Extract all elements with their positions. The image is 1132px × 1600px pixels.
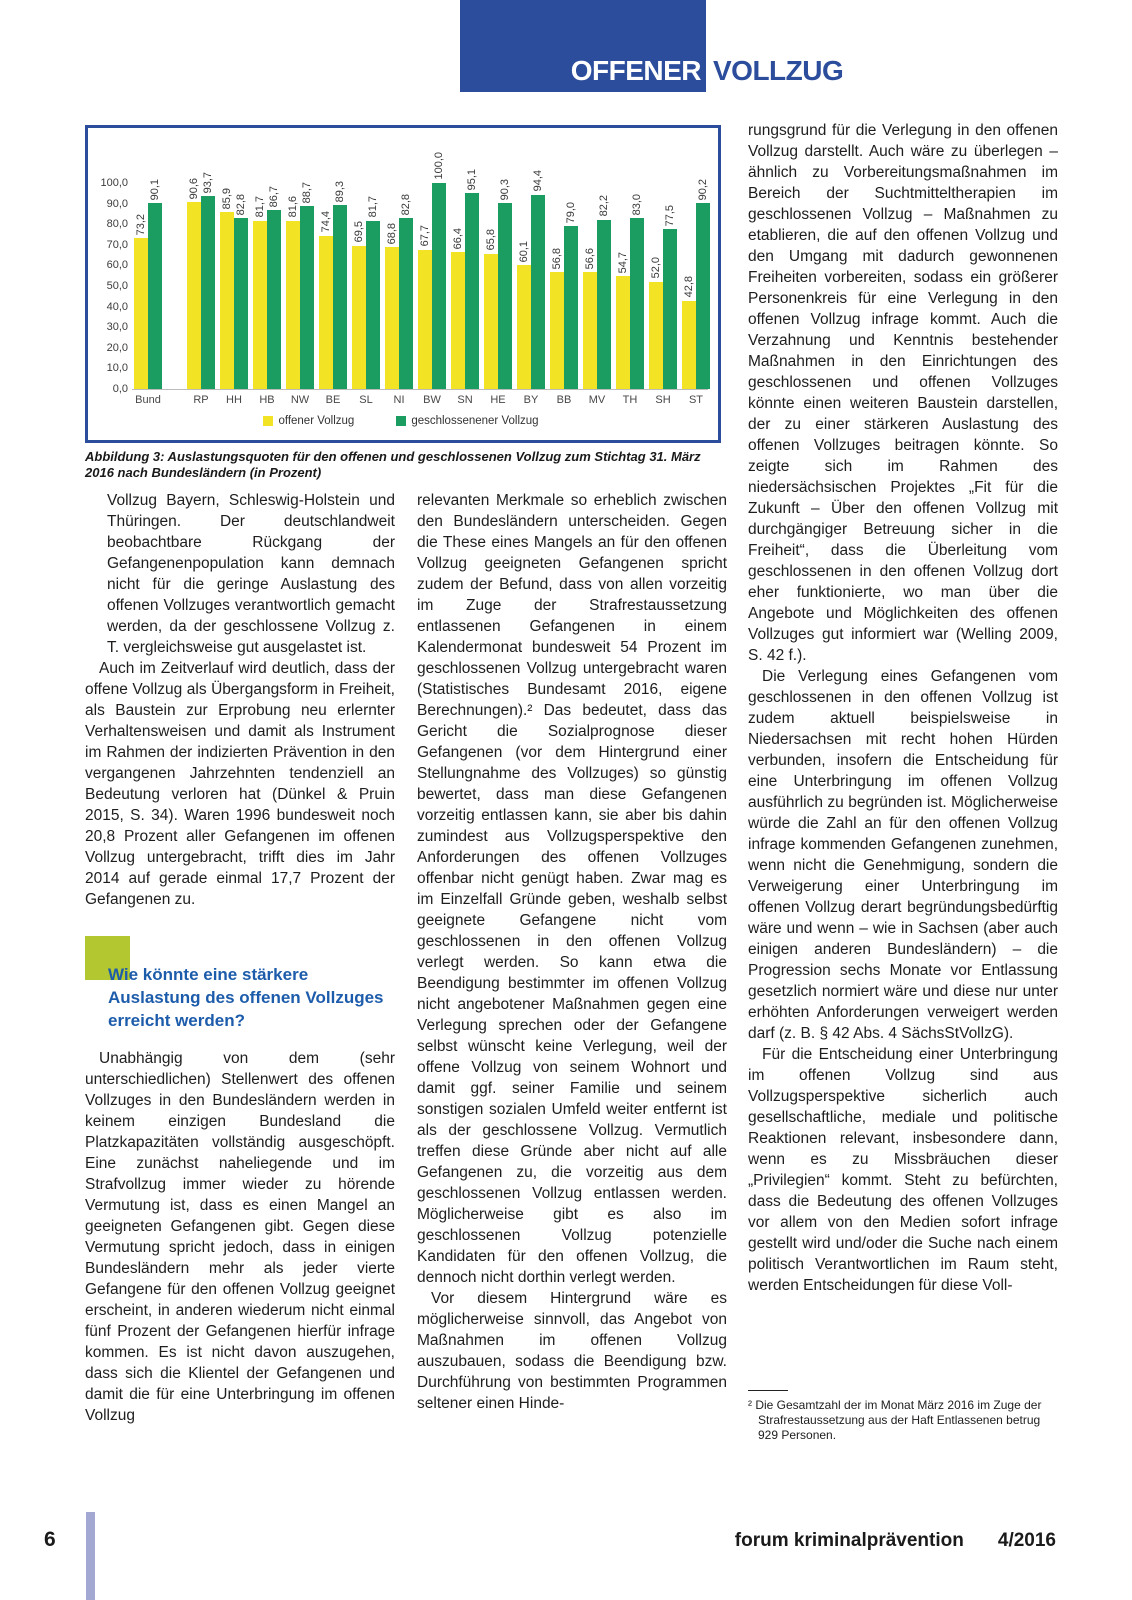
bar <box>134 238 148 389</box>
x-axis-label: BY <box>523 394 539 406</box>
footnote-block <box>748 1390 1060 1443</box>
bar-value-label: 60,1 <box>517 240 530 263</box>
bar <box>399 218 413 389</box>
figure-caption: Abbildung 3: Auslastungsquoten für den offenen und geschlossenen Vollzug zum Stichtag 31. März 2016 nach Bundesländern (in Prozent) <box>85 449 701 480</box>
bar-wrap <box>465 169 479 389</box>
bar-value-label: 42,8 <box>682 276 695 298</box>
bar-wrap <box>484 229 498 389</box>
bar <box>385 247 399 389</box>
x-axis-label: ST <box>688 394 704 406</box>
bar-value-label: 81,6 <box>286 196 299 218</box>
x-axis-label: MV <box>588 394 606 406</box>
bar-wrap <box>696 179 710 389</box>
bar-wrap <box>300 182 314 389</box>
legend-item <box>263 415 354 427</box>
bar <box>267 210 281 389</box>
paragraph: relevanten Merkmale so erheblich zwischen den Bundesländern unterscheiden. Gegen die These eines Mangels an für den offenen Vollzug geeigneten Gefangenen spricht zudem der Befund, dass von allen vorzeitig im Zuge der Strafrestaussetzung entlassenen Gefangenen in einem Kalendermonat bundesweit 54 Prozent im geschlossenen Vollzug untergebracht waren (Statistisches Bundesamt 2016, eigene Berechnungen).² Das bedeutet, dass das Gericht die Sozialprognose dieser Gefangenen (vor dem Hintergrund einer Stellungnahme des Vollzuges) so günstig bewertet, dass man diese Gefangenen vorzeitig entlassen kann, sie aber bis dahin zumindest aus Vollzugsperspektive den Anforderungen des offenen Vollzuges offenbar nicht genügt haben. Zwar mag es im Einzelfall Gründe geben, weshalb selbst geeignete Gefangene nicht vom geschlossenen in den offenen Vollzug verlegt werden. So kann etwa die Beendigung bestimmter im offenen Vollzug nicht angebotener Maßnahmen gegen eine Verlegung sprechen oder der Gefangene selbst wünscht keine Verlegung, weil der offene Vollzug von seinem Wohnort und damit ggf. seiner Familie und seinem sonstigen sozialen Umfeld weiter entfernt ist als der geschlossene Vollzug. Vermutlich treffen diese Gründe aber nicht auf alle Gefangenen zu, die vorzeitig aus dem geschlossenen Vollzug entlassen werden. Möglicherweise gibt es also im geschlossenen Vollzug potenzielle Kandidaten für den offenen Vollzug, die dennoch nicht dorthin verlegt werden. <box>417 492 727 1286</box>
bar-wrap <box>220 188 234 389</box>
bar-wrap <box>352 221 366 389</box>
chart-group-TH <box>616 139 644 408</box>
bar-value-label: 83,0 <box>630 193 643 215</box>
bar <box>201 196 215 389</box>
header-blue-box <box>460 0 706 92</box>
bar <box>630 218 644 389</box>
bar-wrap <box>187 178 201 389</box>
header-title-rest: VOLLZUG <box>713 55 844 86</box>
bar <box>564 226 578 389</box>
y-axis-tick: 50,0 <box>106 280 128 292</box>
bar-wrap <box>333 181 347 389</box>
header-banner <box>460 0 843 92</box>
bar-wrap <box>385 223 399 389</box>
paragraph: Die Verlegung eines Gefangenen vom geschlossenen in den offenen Vollzug ist zudem aktuell beispielsweise in Niedersachsen mit recht hohen Hürden verbunden, insofern die Entscheidung für eine Unterbringung im offenen Vollzug ausführlich zu begründen ist. Möglicherweise würde die Zahl an für den offenen Vollzug infrage kommenden Gefangenen zunehmen, wenn nicht die Genehmigung, sondern die Verweigerung einer Unterbringung im offenen Vollzug derart begründungsbedürftig wäre und wenn – wie in Sachsen (aber auch einigen anderen Bundesländern) – die Progression sechs Monate vor Entlassung gesetzlich normiert wäre und diese nur unter erhöhten Anforderungen verweigert werden darf (z. B. § 42 Abs. 4 SächsStVollzG). <box>748 668 1058 1042</box>
x-axis-label: HE <box>490 394 506 406</box>
chart-group-BE <box>319 139 347 408</box>
chart-group-MV <box>583 139 611 408</box>
bar <box>333 205 347 389</box>
bar-value-label: 66,4 <box>451 227 464 250</box>
bar-value-label: 68,8 <box>385 222 398 245</box>
bar <box>663 229 677 389</box>
chart-group-BB <box>550 139 578 408</box>
bar-value-label: 54,7 <box>616 251 629 274</box>
column-left <box>85 490 395 1482</box>
bar <box>220 212 234 389</box>
bar-value-label: 56,8 <box>550 247 563 269</box>
chart-group-NI <box>385 139 413 408</box>
bar-value-label: 67,7 <box>418 225 431 247</box>
bar-value-label: 86,7 <box>267 185 280 208</box>
bar-wrap <box>616 252 630 389</box>
y-axis-tick: 40,0 <box>106 300 128 313</box>
x-axis-label: SN <box>457 394 473 406</box>
bar-wrap <box>583 248 597 389</box>
legend-label: geschlossenener Vollzug <box>411 415 539 427</box>
chart-figure <box>85 125 721 443</box>
bar-wrap <box>286 196 300 389</box>
y-axis-tick: 0,0 <box>112 383 128 395</box>
x-axis-label: BB <box>556 394 572 406</box>
chart-group-SN <box>451 139 479 408</box>
chart-legend <box>92 415 710 427</box>
legend-label: offener Vollzug <box>278 415 355 427</box>
bar-value-label: 65,8 <box>484 229 497 251</box>
issue-number: 4/2016 <box>997 1530 1056 1551</box>
bar <box>682 301 696 389</box>
bar-wrap <box>663 205 677 389</box>
bar <box>432 183 446 389</box>
bar-wrap <box>267 186 281 389</box>
bar-value-label: 77,5 <box>663 204 676 227</box>
y-axis-tick: 60,0 <box>106 259 128 272</box>
bar-value-label: 95,1 <box>465 168 478 191</box>
chart-y-axis <box>92 140 134 408</box>
chart-group-SL <box>352 139 380 408</box>
bar-value-label: 81,7 <box>366 196 379 218</box>
bar-wrap <box>432 152 446 389</box>
bar-value-label: 56,6 <box>583 247 596 270</box>
bar-wrap <box>682 276 696 389</box>
bar <box>517 265 531 389</box>
bar-wrap <box>498 179 512 389</box>
journal-name: forum kriminalprävention <box>734 1530 964 1551</box>
header-title-highlight: OFFENER <box>570 55 701 86</box>
y-axis-tick: 90,0 <box>106 197 128 210</box>
chart-group-Bund <box>134 139 162 408</box>
legend-swatch <box>396 416 406 426</box>
chart-group-HH <box>220 139 248 408</box>
y-axis-tick: 10,0 <box>106 362 128 375</box>
page-number: 6 <box>44 1528 56 1551</box>
chart-group-BW <box>418 139 446 408</box>
legend-item <box>396 415 538 427</box>
chart-group-NW <box>286 139 314 408</box>
paragraph: Vollzug Bayern, Schleswig-Holstein und Thüringen. Der deutschlandweit beobachtbare Rückgang der Gefangenenpopulation kann demnach nicht für die geringe Auslastung des offenen Vollzuges verantwortlich gemacht werden, da der geschlossene Vollzug z. T. vergleichsweise gut ausgelastet ist. <box>107 492 395 656</box>
footer-right <box>735 1530 1056 1552</box>
bar-wrap <box>550 248 564 389</box>
bar <box>498 203 512 389</box>
bar-value-label: 85,9 <box>220 187 233 209</box>
bar <box>649 282 663 389</box>
bar-wrap <box>366 196 380 389</box>
x-axis-label: BW <box>423 394 441 406</box>
paragraph: Unabhängig von dem (sehr unterschiedlichen) Stellenwert des offenen Vollzuges in den Bundesländern werden in keinem einzigen Bundesland die Platzkapazitäten vollständig ausgeschöpft. Eine zunächst naheliegende und im Strafvollzug immer wieder zu hörende Vermutung ist, dass es einen Mangel an geeigneten Gefangenen gibt. Gegen diese Vermutung spricht jedoch, dass in einigen Bundesländern mehr als jeder vierte Gefangene für den offenen Vollzug geeignet erscheint, in anderen wiederum nicht einmal fünf Prozent der Gefangenen hierfür infrage kommen. Es ist nicht davon auszugehen, dass sich die Klientel der Gefangenen und damit die für eine Unterbringung im offenen Vollzug <box>85 1050 395 1424</box>
bar-value-label: 100,0 <box>432 152 445 180</box>
x-axis-label: NI <box>393 394 405 406</box>
bar-value-label: 69,5 <box>352 221 365 243</box>
bar-value-label: 94,4 <box>531 170 544 192</box>
chart-group-BY <box>517 139 545 408</box>
x-axis-label: HB <box>259 394 275 406</box>
x-axis-label: Bund <box>135 394 161 406</box>
y-axis-tick: 30,0 <box>106 321 128 334</box>
bar <box>352 246 366 389</box>
chart-group-ST <box>682 139 710 408</box>
bar-wrap <box>649 257 663 389</box>
x-axis-label: NW <box>290 394 310 406</box>
bar-value-label: 90,1 <box>148 178 161 201</box>
bar-value-label: 79,0 <box>564 201 577 224</box>
bar <box>451 252 465 389</box>
footnote-text: ² Die Gesamtzahl der im Monat März 2016 im Zuge der Strafrestaussetzung aus der Haft Entlassenen betrug 929 Personen. <box>748 1398 1042 1442</box>
bar-value-label: 82,8 <box>234 193 247 216</box>
section-heading-block <box>85 936 395 1032</box>
bar <box>253 221 267 389</box>
bar-wrap <box>451 228 465 389</box>
bar <box>286 221 300 389</box>
bar-value-label: 82,2 <box>597 195 610 217</box>
bar <box>366 221 380 389</box>
bar-value-label: 52,0 <box>649 257 662 279</box>
paragraph: Auch im Zeitverlauf wird deutlich, dass der offene Vollzug als Übergangsform in Freiheit, als Baustein zur Erprobung neu erlernter Verhaltensweisen und damit als Instrument im Rahmen der indizierten Prävention in den vergangenen Jahrzehnten tendenziell an Bedeutung verloren hat (Dünkel & Pruin 2015, S. 34). Waren 1996 bundesweit noch 20,8 Prozent aller Gefangenen im offenen Vollzug untergebracht, trifft dies im Jahr 2014 auf gerade einmal 17,7 Prozent der Gefangenen zu. <box>85 660 395 908</box>
chart-group-SH <box>649 139 677 408</box>
bar-value-label: 90,2 <box>696 178 709 201</box>
bar <box>616 276 630 389</box>
column-right <box>748 120 1058 1368</box>
bar-value-label: 89,3 <box>333 180 346 202</box>
bar-wrap <box>517 241 531 389</box>
chart-plot <box>134 139 715 408</box>
bar-wrap <box>234 194 248 389</box>
bar <box>465 193 479 389</box>
bar-value-label: 74,4 <box>319 211 332 233</box>
bar-value-label: 90,3 <box>498 178 511 200</box>
bar-wrap <box>319 211 333 389</box>
bar-value-label: 93,7 <box>201 171 214 193</box>
x-axis-label: HH <box>226 394 242 406</box>
footnote-rule <box>748 1390 788 1391</box>
bar-wrap <box>134 214 148 389</box>
paragraph: rungsgrund für die Verlegung in den offenen Vollzug darstellt. Auch wäre zu überlegen – ähnlich zu Vorbereitungsmaßnahmen im Bereich der Suchtmitteltherapien im geschlossenen Vollzug – Maßnahmen zu etablieren, die auf den offenen Vollzug und den Umgang mit dadurch gewonnenen Freiheiten vorbereiten, sodass ein größerer Personenkreis für eine Verlegung in den offenen Vollzug infrage kommt. Auch die Verzahnung und Kenntnis bestehender Maßnahmen in den Einrichtungen des geschlossenen und offenen Vollzuges könnte einen weiteren Baustein darstellen, der zu einer stärkeren Auslastung des offenen Vollzuges beitragen könnte. So zeigte sich im Rahmen des niedersächsischen Projektes „Fit für die Zukunft – Über den offenen Vollzug mit durchgängiger Betreuung sicher in die Freiheit“, dass die Überleitung vom geschlossenen in den offenen Vollzug dort eher funktionierte, wo man über die Angebote und Möglichkeiten des offenen Vollzuges gut informiert war (Welling 2009, S. 42 f.). <box>748 122 1058 664</box>
bar <box>696 203 710 389</box>
bar <box>148 203 162 389</box>
bar <box>187 202 201 389</box>
chart-group-RP <box>187 139 215 408</box>
footer-accent-bar <box>86 1512 95 1600</box>
column-middle <box>417 490 727 1482</box>
chart-baseline <box>132 389 708 390</box>
bar-wrap <box>253 196 267 389</box>
x-axis-label: SH <box>655 394 671 406</box>
bar-wrap <box>148 179 162 389</box>
x-axis-label: TH <box>622 394 638 406</box>
chart-plot-row <box>92 140 710 408</box>
bar-wrap <box>531 170 545 389</box>
y-axis-tick: 20,0 <box>106 341 128 354</box>
bar-wrap <box>201 172 215 389</box>
bar-value-label: 82,8 <box>399 193 412 216</box>
x-axis-label: RP <box>193 394 209 406</box>
bar-value-label: 73,2 <box>134 213 147 236</box>
paragraph: Vor diesem Hintergrund wäre es möglicherweise sinnvoll, das Angebot von Maßnahmen im offenen Vollzug auszubauen, sodass die Beendigung bzw. Durchführung von bestimmten Programmen seltener einen Hinde- <box>417 1290 727 1412</box>
paragraph: Für die Entscheidung einer Unterbringung im offenen Vollzug sind aus Vollzugsperspektive sicherlich auch gesellschaftliche, mediale und politische Reaktionen relevant, insbesondere dann, wenn es zu Missbräuchen dieser „Privilegien“ kommt. Steht zu befürchten, dass die Bedeutung des offenen Vollzuges vor allem von den Medien sofort infrage gestellt wird und/oder die Suche nach einem politisch Verantwortlichen im Raum steht, werden Entscheidungen für diese Voll- <box>748 1046 1058 1294</box>
x-axis-label: SL <box>359 394 373 406</box>
bar-wrap <box>564 202 578 389</box>
bar-value-label: 81,7 <box>253 196 266 218</box>
bar-wrap <box>597 195 611 389</box>
x-axis-label: BE <box>325 394 341 406</box>
bar <box>234 218 248 389</box>
legend-swatch <box>263 416 273 426</box>
bar <box>418 250 432 390</box>
bar-wrap <box>418 225 432 389</box>
bar <box>484 254 498 390</box>
y-axis-tick: 70,0 <box>106 238 128 251</box>
section-heading: Wie könnte eine stärkere Auslastung des offenen Vollzuges erreicht werden? <box>108 965 384 1030</box>
chart-group-HE <box>484 139 512 408</box>
bar <box>531 195 545 390</box>
bar <box>583 272 597 389</box>
y-axis-tick: 80,0 <box>106 218 128 231</box>
bar <box>550 272 564 389</box>
bar-value-label: 90,6 <box>187 177 200 200</box>
bar-wrap <box>630 194 644 389</box>
bar-value-label: 88,7 <box>300 181 313 204</box>
bar <box>597 220 611 389</box>
bar-wrap <box>399 194 413 389</box>
chart-group-HB <box>253 139 281 408</box>
bar <box>300 206 314 389</box>
bar <box>319 236 333 389</box>
y-axis-tick: 100,0 <box>100 177 128 189</box>
